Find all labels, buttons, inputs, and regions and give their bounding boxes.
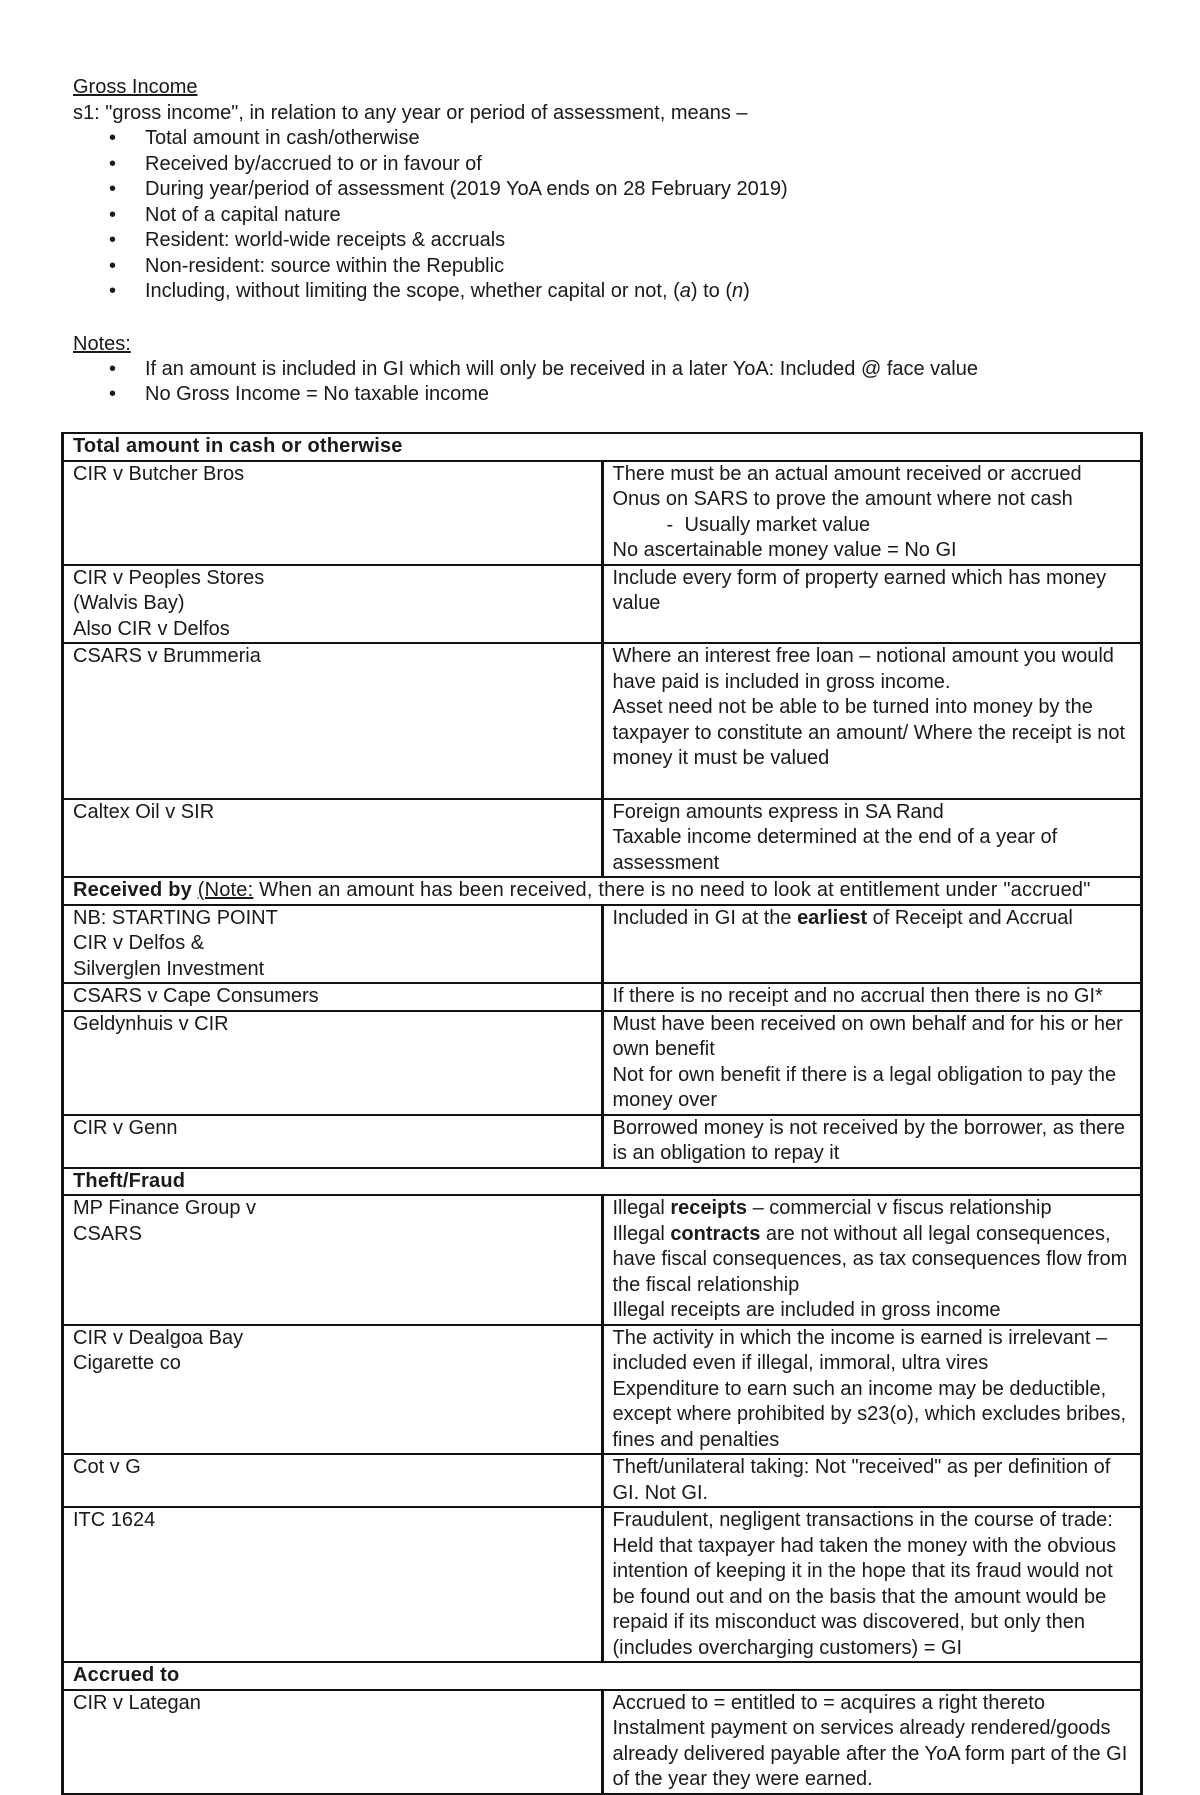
gross-income-definition: s1: "gross income", in relation to any year or period of assessment, means – <box>73 102 748 124</box>
gross-income-heading: Gross Income <box>73 76 198 98</box>
case-notes: Foreign amounts express in SA Rand Taxable income determined at the end of a year of assessment <box>602 799 1142 878</box>
table-row <box>63 905 1142 984</box>
section-title: Received by (Note: When an amount has been received, there is no need to look at entitlement under "accrued" <box>63 877 1142 905</box>
case-notes: Where an interest free loan – notional amount you would have paid is included in gross income. Asset need not be able to be turned into money by the taxpayer to constitute an amount/ Where the receipt is not money it must be valued <box>602 643 1142 799</box>
table-row <box>63 1195 1142 1325</box>
notes-heading: Notes: <box>73 332 131 355</box>
table-row <box>63 983 1142 1011</box>
case-notes: Theft/unilateral taking: Not "received" as per definition of GI. Not GI. <box>602 1454 1142 1507</box>
case-notes: Borrowed money is not received by the borrower, as there is an obligation to repay it <box>602 1115 1142 1168</box>
case-notes: Illegal receipts – commercial v fiscus relationship Illegal contracts are not without all legal consequences, have fiscal consequences, as tax consequences flow from the fiscal relationship Illegal receipts are included in gross income <box>602 1195 1142 1325</box>
case-name: CIR v Genn <box>63 1115 603 1168</box>
table-row <box>63 799 1142 878</box>
case-law-table <box>61 432 1143 1795</box>
section-header-row <box>63 1662 1142 1690</box>
section-title: Total amount in cash or otherwise <box>63 433 1142 461</box>
bullet-item: • Not of a capital nature <box>145 203 1143 229</box>
table-row <box>63 565 1142 644</box>
section-title: Accrued to <box>63 1662 1142 1690</box>
table-row <box>63 461 1142 565</box>
case-notes: Included in GI at the earliest of Receipt and Accrual <box>602 905 1142 984</box>
case-name: CSARS v Cape Consumers <box>63 983 603 1011</box>
case-notes: Accrued to = entitled to = acquires a right thereto Instalment payment on services already rendered/goods already delivered payable after the YoA form part of the GI of the year they were earned. <box>602 1690 1142 1794</box>
table-row <box>63 1454 1142 1507</box>
table-row <box>63 1690 1142 1794</box>
bullet-item: • Resident: world-wide receipts & accruals <box>145 228 1143 254</box>
case-name: Caltex Oil v SIR <box>63 799 603 878</box>
definition-bullet-list <box>73 126 1143 305</box>
section-title: Theft/Fraud <box>63 1168 1142 1196</box>
case-name: ITC 1624 <box>63 1507 603 1662</box>
section-header-row <box>63 433 1142 461</box>
case-name: Geldynhuis v CIR <box>63 1011 603 1115</box>
table-row <box>63 643 1142 799</box>
bullet-item: • Non-resident: source within the Republic <box>145 254 1143 280</box>
case-notes: Must have been received on own behalf and for his or her own benefit Not for own benefit if there is a legal obligation to pay the money over <box>602 1011 1142 1115</box>
case-notes: There must be an actual amount received or accrued Onus on SARS to prove the amount where not cash - Usually market value No ascertainable money value = No GI <box>602 461 1142 565</box>
case-name: CSARS v Brummeria <box>63 643 603 799</box>
bullet-item: • No Gross Income = No taxable income <box>145 382 1143 408</box>
bullet-item: • Total amount in cash/otherwise <box>145 126 1143 152</box>
bullet-item: • Including, without limiting the scope, whether capital or not, (a) to (n) <box>145 279 1143 305</box>
document-page <box>73 74 1143 408</box>
case-name: MP Finance Group v CSARS <box>63 1195 603 1325</box>
section-header-row <box>63 1168 1142 1196</box>
case-name: NB: STARTING POINT CIR v Delfos & Silverglen Investment <box>63 905 603 984</box>
section-header-row <box>63 877 1142 905</box>
case-name: CIR v Dealgoa Bay Cigarette co <box>63 1325 603 1455</box>
case-name: CIR v Lategan <box>63 1690 603 1794</box>
table-row <box>63 1507 1142 1662</box>
case-name: CIR v Peoples Stores (Walvis Bay) Also CIR v Delfos <box>63 565 603 644</box>
case-notes: Include every form of property earned which has money value <box>602 565 1142 644</box>
bullet-item: • If an amount is included in GI which will only be received in a later YoA: Included @ face value <box>145 357 1143 383</box>
bullet-item: • Received by/accrued to or in favour of <box>145 152 1143 178</box>
table-row <box>63 1011 1142 1115</box>
table-row <box>63 1325 1142 1455</box>
case-notes: The activity in which the income is earned is irrelevant – included even if illegal, immoral, ultra vires Expenditure to earn such an income may be deductible, except where prohibited by s23(o), which excludes bribes, fines and penalties <box>602 1325 1142 1455</box>
case-name: Cot v G <box>63 1454 603 1507</box>
table-row <box>63 1115 1142 1168</box>
bullet-item: • During year/period of assessment (2019 YoA ends on 28 February 2019) <box>145 177 1143 203</box>
case-notes: If there is no receipt and no accrual then there is no GI* <box>602 983 1142 1011</box>
case-name: CIR v Butcher Bros <box>63 461 603 565</box>
case-notes: Fraudulent, negligent transactions in the course of trade: Held that taxpayer had taken the money with the obvious intention of keeping it in the hope that its fraud would not be found out and on the basis that the amount would be repaid if its misconduct was discovered, but only then (includes overcharging customers) = GI <box>602 1507 1142 1662</box>
notes-bullet-list <box>73 357 1143 408</box>
